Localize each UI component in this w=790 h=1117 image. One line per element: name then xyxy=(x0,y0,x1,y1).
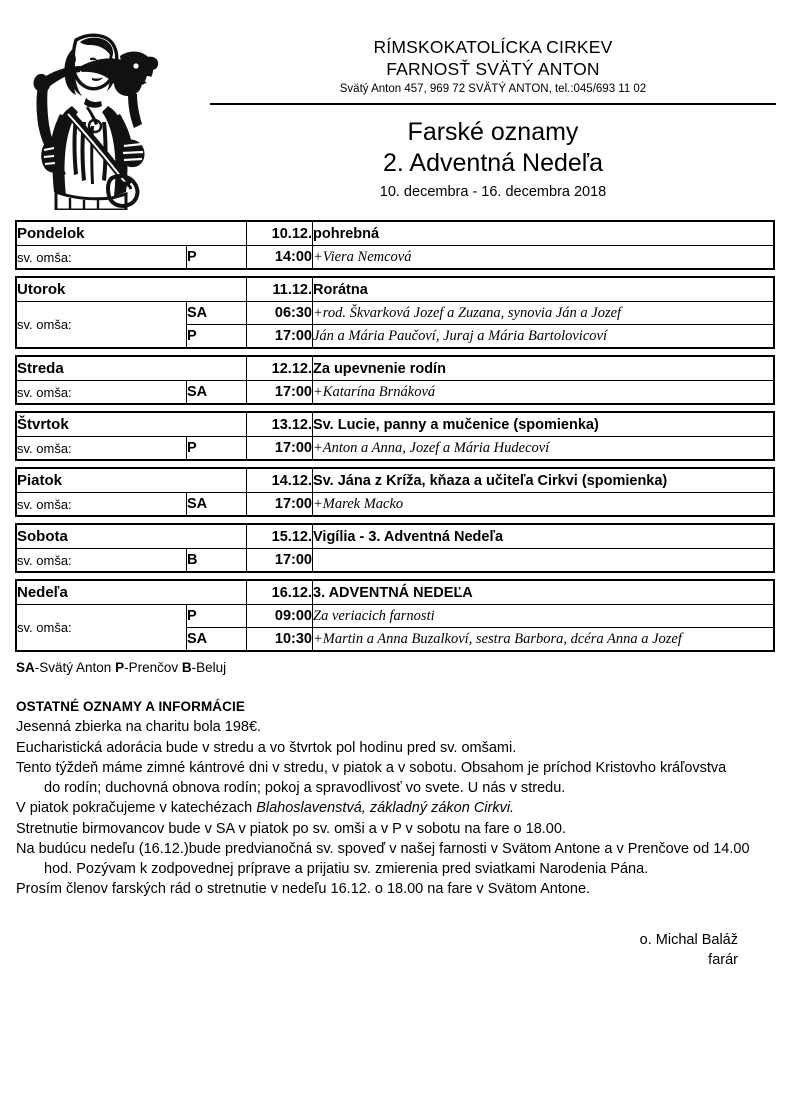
mass-place: P xyxy=(187,246,247,269)
header-divider xyxy=(210,103,776,105)
announcement-item xyxy=(16,799,774,819)
mass-row xyxy=(17,302,774,325)
day-table xyxy=(16,468,774,516)
day-name: Štvrtok xyxy=(17,413,247,437)
announcement-text: Na budúcu nedeľu (16.12.)bude predvianočná sv. spoveď v našej farnosti v Svätom Antone a v Prenčove od 14.00 xyxy=(16,841,750,857)
mass-schedule xyxy=(16,221,774,651)
mass-place: P xyxy=(187,437,247,460)
announcement-item xyxy=(16,739,774,759)
mass-place: SA xyxy=(187,493,247,516)
announcement-text: V piatok pokračujeme v katechézach xyxy=(16,800,257,816)
announcement-text: Jesenná zbierka na charitu bola 198€. xyxy=(16,719,262,735)
day-header-row xyxy=(17,413,774,437)
mass-intention: +Katarína Brnáková xyxy=(313,381,774,404)
mass-intention: +Viera Nemcová xyxy=(313,246,774,269)
mass-time: 17:00 xyxy=(247,325,313,348)
announcement-item xyxy=(16,759,774,798)
announcement-text: Eucharistická adorácia bude v stredu a vo štvrtok pol hodinu pred sv. omšami. xyxy=(16,739,517,756)
mass-intention: +Martin a Anna Buzalkoví, sestra Barbora, dcéra Anna a Jozef xyxy=(313,628,774,651)
announcement-item xyxy=(16,718,774,738)
mass-time: 17:00 xyxy=(247,549,313,572)
day-date: 16.12. xyxy=(247,581,313,605)
legend-abbr-p: P xyxy=(115,660,125,675)
legend-text-b: -Beluj xyxy=(191,660,227,675)
day-table xyxy=(16,412,774,460)
mass-place: B xyxy=(187,549,247,572)
announcement-item xyxy=(16,880,774,900)
parish-org-line-2: FARNOSŤ SVÄTÝ ANTON xyxy=(386,59,600,79)
announcement-text: Tento týždeň máme zimné kántrové dni v stredu, v piatok a v sobotu. Obsahom je príchod Kristovho kráľovstva xyxy=(16,760,727,776)
mass-time: 17:00 xyxy=(247,437,313,460)
mass-intention: +Marek Macko xyxy=(313,493,774,516)
mass-time: 10:30 xyxy=(247,628,313,651)
mass-place: P xyxy=(187,325,247,348)
mass-intention: +Anton a Anna, Jozef a Mária Hudecoví xyxy=(313,437,774,460)
mass-time: 09:00 xyxy=(247,605,313,628)
legend-abbr-b: B xyxy=(181,660,192,675)
announcement-emphasis: Blahoslavenstvá, základný zákon Cirkvi. xyxy=(256,800,515,816)
page-title: Farské oznamy xyxy=(407,118,579,146)
day-date: 11.12. xyxy=(247,278,313,302)
mass-time: 14:00 xyxy=(247,246,313,269)
day-feast: Vigília - 3. Adventná Nedeľa xyxy=(313,525,774,549)
day-table xyxy=(16,356,774,404)
announcement-text: Prosím členov farských rád o stretnutie v nedeľu 16.12. o 18.00 na fare v Svätom Antone. xyxy=(16,881,591,897)
signature-block xyxy=(0,930,738,970)
mass-row xyxy=(17,246,774,269)
mass-place: SA xyxy=(187,381,247,404)
day-header-row xyxy=(17,222,774,246)
day-date: 15.12. xyxy=(247,525,313,549)
day-header-row xyxy=(17,357,774,381)
mass-label: sv. omša: xyxy=(17,493,187,516)
mass-label: sv. omša: xyxy=(17,302,187,348)
mass-place: SA xyxy=(187,302,247,325)
day-feast: Sv. Lucie, panny a mučenice (spomienka) xyxy=(313,413,774,437)
mass-label: sv. omša: xyxy=(17,381,187,404)
announcements-section xyxy=(16,699,774,900)
mass-time: 17:00 xyxy=(247,493,313,516)
announcements-list xyxy=(16,718,774,900)
mass-row xyxy=(17,381,774,404)
day-header-row xyxy=(17,525,774,549)
mass-place: SA xyxy=(187,628,247,651)
good-shepherd-emblem xyxy=(16,14,162,210)
mass-place: P xyxy=(187,605,247,628)
abbreviation-legend xyxy=(16,659,774,677)
mass-row xyxy=(17,549,774,572)
day-name: Sobota xyxy=(17,525,247,549)
announcement-item xyxy=(16,840,774,879)
document-header xyxy=(0,0,790,205)
day-date: 12.12. xyxy=(247,357,313,381)
day-name: Pondelok xyxy=(17,222,247,246)
day-table xyxy=(16,221,774,269)
day-feast: pohrebná xyxy=(313,222,774,246)
day-name: Streda xyxy=(17,357,247,381)
day-header-row xyxy=(17,581,774,605)
legend-text-p: -Prenčov xyxy=(124,660,182,675)
page-subtitle: 2. Adventná Nedeľa xyxy=(383,149,603,177)
day-table xyxy=(16,524,774,572)
legend-abbr-sa: SA xyxy=(16,660,35,675)
day-table xyxy=(16,580,774,651)
parish-org-line-1: RÍMSKOKATOLÍCKA CIRKEV xyxy=(373,37,613,57)
announcements-title: OSTATNÉ OZNAMY A INFORMÁCIE xyxy=(16,699,245,714)
mass-row xyxy=(17,493,774,516)
day-date: 13.12. xyxy=(247,413,313,437)
day-date: 10.12. xyxy=(247,222,313,246)
announcement-continuation: hod. Pozývam k zodpovednej príprave a prijatiu sv. zmierenia pred sviatkami Narodenia Pána. xyxy=(44,860,649,877)
signature-role: farár xyxy=(708,951,738,968)
day-name: Utorok xyxy=(17,278,247,302)
day-table xyxy=(16,277,774,348)
mass-label: sv. omša: xyxy=(17,605,187,651)
day-name: Piatok xyxy=(17,469,247,493)
mass-time: 17:00 xyxy=(247,381,313,404)
day-date: 14.12. xyxy=(247,469,313,493)
mass-intention xyxy=(313,549,774,572)
mass-time: 06:30 xyxy=(247,302,313,325)
day-header-row xyxy=(17,469,774,493)
mass-row xyxy=(17,437,774,460)
mass-label: sv. omša: xyxy=(17,549,187,572)
day-header-row xyxy=(17,278,774,302)
legend-text-sa: -Svätý Anton xyxy=(34,660,116,675)
day-feast: Sv. Jána z Kríža, kňaza a učiteľa Cirkvi (spomienka) xyxy=(313,469,774,493)
day-name: Nedeľa xyxy=(17,581,247,605)
announcement-continuation: do rodín; duchovná obnova rodín; pokoj a spravodlivosť vo svete. U nás v stredu. xyxy=(44,779,566,796)
day-feast: Za upevnenie rodín xyxy=(313,357,774,381)
mass-label: sv. omša: xyxy=(17,437,187,460)
mass-label: sv. omša: xyxy=(17,246,187,269)
day-feast: Rorátna xyxy=(313,278,774,302)
signature-name: o. Michal Baláž xyxy=(639,931,738,948)
date-range: 10. decembra - 16. decembra 2018 xyxy=(379,184,607,200)
announcement-item xyxy=(16,820,774,840)
parish-address: Svätý Anton 457, 969 72 SVÄTÝ ANTON, tel.:045/693 11 02 xyxy=(339,83,647,95)
day-feast: 3. ADVENTNÁ NEDEĽA xyxy=(313,581,774,605)
announcement-text: Stretnutie birmovancov bude v SA v piatok po sv. omši a v P v sobotu na fare o 18.00. xyxy=(16,820,566,837)
mass-intention: Ján a Mária Paučoví, Juraj a Mária Bartolovicoví xyxy=(313,325,774,348)
mass-intention: Za veriacich farnosti xyxy=(313,605,774,628)
mass-row xyxy=(17,605,774,628)
mass-intention: +rod. Škvarková Jozef a Zuzana, synovia Ján a Jozef xyxy=(313,302,774,325)
